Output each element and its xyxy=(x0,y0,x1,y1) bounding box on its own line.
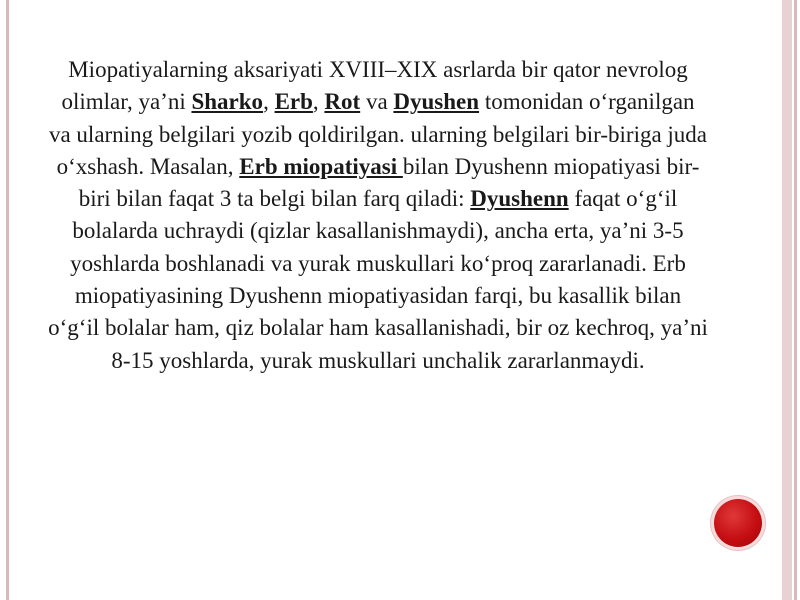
left-border-line xyxy=(6,0,9,600)
emphasized-term-dyushenn: Dyushenn xyxy=(470,186,569,212)
text-run: bilan Dyushenn miopatiyasi bir-biri bilan faqat 3 ta belgi bilan farq qiladi: xyxy=(78,153,700,212)
text-run: , xyxy=(312,89,325,115)
right-border-band xyxy=(782,0,792,600)
red-circle-ornament xyxy=(714,499,762,547)
text-run: faqat o‘g‘il bolalarda uchraydi (qizlar kasallanishmaydi), ancha erta, ya’ni 3-5 yoshlarda boshlanadi va yurak muskullari ko‘proq zararlanadi. Erb miopatiyasining Dyushenn miopatiyasidan farqi, bu kasallik bilan o‘g‘il bolalar ham, qiz bolalar ham kasallanishadi, bir oz kechroq, ya’ni 8-15 yoshlarda, yurak muskullari unchalik zararlanmaydi. xyxy=(48,186,708,373)
text-run: tomonidan o‘rganilgan va ularning belgilari yozib qoldirilgan. ularning belgilari bir-biriga juda o‘xshash. Masalan, xyxy=(48,89,708,179)
slide-body-paragraph xyxy=(48,54,708,377)
emphasized-name-dyushen: Dyushen xyxy=(393,89,480,115)
emphasized-name-rot: Rot xyxy=(324,89,361,115)
emphasized-name-erb: Erb xyxy=(274,89,313,115)
emphasized-name-sharko: Sharko xyxy=(191,89,264,115)
right-border-line xyxy=(794,0,797,600)
emphasized-term-erb-miopatiyasi: Erb miopatiyasi xyxy=(239,153,403,179)
text-run: va xyxy=(360,89,394,115)
text-run: Miopatiyalarning aksariyati XVIII–XIX asrlarda bir qator nevrolog olimlar, ya’ni xyxy=(61,57,688,115)
text-run: , xyxy=(263,89,275,115)
